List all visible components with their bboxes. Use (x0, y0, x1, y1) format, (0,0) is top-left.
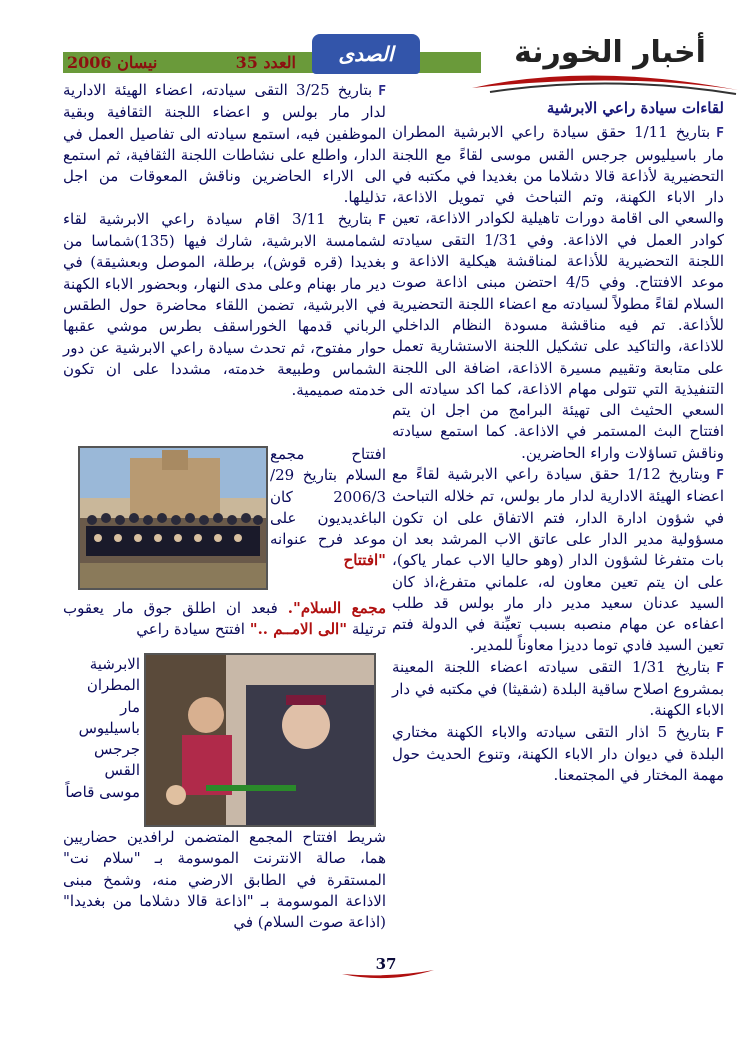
left-column (63, 80, 386, 401)
photo1-caption: افتتاح مجمع السلام بتاريخ 29/ 2006/3 كان الباغديديون على موعد فرح عنوانه "افتتاح (270, 445, 386, 570)
ribbon-cutting-photo (144, 653, 376, 827)
opening-highlight: مجمع السلام". (287, 599, 386, 617)
caption-highlight: "افتتاح (343, 551, 386, 570)
page-number: 37 (375, 955, 397, 973)
hymn-title: "الى الامــم .." (249, 620, 348, 639)
left-paragraph-1: Fبتاريخ 3/25 التقى سيادته، اعضاء الهيئة الادارية لدار مار بولس و اعضاء اللجنة الثقافية وبقية الموظفين فيه، استمع سيادته الى تفاصيل العمل في الدار، واطلع على نشاطات اللجنة الثقافية، ثم استمع الى الاراء الحاضرين وناقش المعوقات من اجل تذليلها. (63, 81, 387, 207)
bullet-icon: F (378, 84, 387, 99)
left-paragraph-2: Fبتاريخ 3/11 اقام سيادة راعي الابرشية لقاء لشمامسة الابرشية، شارك فيها (135)شماسا من بغديدا (قره قوش)، برطلة، الموصل وبعشيقة) في دير مار بهنام وعلى مدى النهار، وبحضور الاباء الكهنة في الابرشية، تضمن اللقاء محاضرة حول الطقس الرباني قدمها الخوراسقف بطرس موشي عقبها حوار مفتوح، ثم تحدث سيادة راعي الابرشية عن دور الشماس وطبيعة خدمته، مشددا على ان تكون خدمته صميمية. (63, 209, 387, 400)
right-paragraph-2: Fوبتاريخ 1/12 حقق سيادة راعي الابرشية لقاءً مع اعضاء الهيئة الادارية لدار مار بولس، تم خلاله التباحث في شؤون ادارة الدار، فتم الاتفاق على ان تكون مسؤولية مدير الدار على عاتق الاب المرشد بعد ان بات متفرغا لشؤون الدار (وهو حاليا الاب عمار ياكو)، على ان يتم تعين معاون له، علماني متفرغ،اذ كان السيد عدنان سعيد مدير دار مار بولس قد طلب اعفاءه عن مهام منصبه بسبب تعيِّنة في الدولة فتم تعين السيد فادي توما دديزا معاوناً للمدير. (392, 465, 725, 655)
right-paragraph-1: Fبتاريخ 1/11 حقق سيادة راعي الابرشية المطران مار باسيليوس جرجس القس موسى لقاءً مع اللجنة التحضيرية لأذاعة قالا دشلاما من بغديدا في مكتبه في دار الاباء الكهنة، وتم التباحث في تمويل الاذاعة، والسعي الى اقامة دورات تاهيلية لكوادر الاذاعة، تعين كوادر العمل في الاذاعة. وفي 1/31 التقى سيادته اللجنة التحضيرية للأذاعة لمناقشة هيكلية الاذاعة و موعد الافتتاح. وفي 4/5 احتضن مبنى اذاعة صوت السلام لقاءً مطولاً لسيادته مع اعضاء اللجنة التحضيرية للأذاعة. تم فيه مناقشة مسودة النظام الداخلي للاذاعة، والتاكيد على تشكيل اللجنة الاستشارية تعمل على متابعة وتقييم مسيرة الاذاعة، اضافة الى اللجنة التنفيذية التي تتولى مهام الاذاعة، كما اكد سيادته الى السعي الحثيث الى تهيئة البرامج من اجل ان يتم افتتاح البث المستمر في الاذاعة. كما استمع سيادته وناقش تساؤلات واراء الحاضرين. (392, 123, 725, 462)
bullet-icon: F (716, 468, 725, 484)
bullet-icon: F (716, 725, 724, 741)
closing-text: شريط افتتاح المجمع المتضمن لرافدين حضاريين هما، صالة الانترنت الموسومة بـ "سلام نت" المستقرة في الطابق الارضي منه، وشمخ مبنى الاذاعة الموسومة بـ "اذاعة قالا دشلاما من بغديدا" (اذاعة صوت السلام) في (63, 828, 386, 932)
group-photo (78, 446, 268, 590)
photo2-caption: الابرشية المطران مار باسيليوس جرجس القس موسى قاصاً (65, 655, 140, 801)
right-paragraph-3: Fبتاريخ 1/31 التقى سيادته اعضاء اللجنة المعينة بمشروع اصلاح ساقية البلدة (شقيثا) في مكتبه في دار الاباء الكهنة. (392, 657, 725, 720)
right-column (392, 98, 724, 787)
issue-number: العدد 35 (235, 53, 296, 72)
bullet-icon: F (716, 660, 725, 676)
issue-date: نيسان 2006 (67, 53, 158, 72)
magazine-logo (312, 34, 420, 74)
bullet-icon: F (716, 126, 724, 142)
right-subhead: لقاءات سيادة راعي الابرشية (546, 99, 724, 117)
section-title: أخبار الخورنة (514, 35, 706, 70)
opening-text: مجمع السلام". فبعد ان اطلق جوق مار يعقوب ترتيلة "الى الامــم .." افتتح سيادة راعي (63, 599, 386, 639)
right-paragraph-4: Fبتاريخ 5 اذار التقى سيادته والاباء الكهنة مختاري البلدة في ديوان دار الاباء الكهنة، وتنوع الحديث حول مهمة المختار في المجتمعنا. (392, 722, 724, 785)
magazine-logo-text: الصدى (338, 42, 394, 66)
bullet-icon: F (378, 212, 386, 228)
